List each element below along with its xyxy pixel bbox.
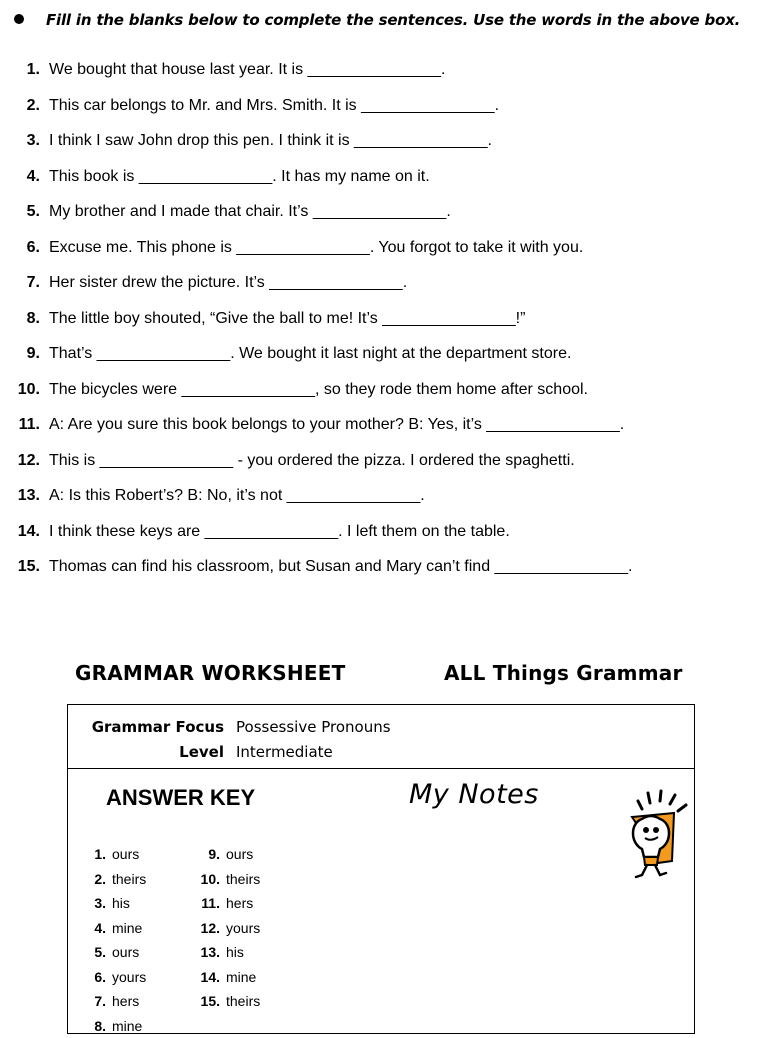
question-number: 3. <box>26 132 40 149</box>
bulb-eye <box>643 827 649 833</box>
answer-item <box>76 916 142 940</box>
question-item <box>0 413 768 449</box>
question-item <box>0 271 768 307</box>
answer-word: ours <box>112 846 140 862</box>
question-number: 12. <box>17 451 40 469</box>
instruction-text: Fill in the blanks below to complete the sentences. Use the words in the above box. <box>46 11 741 29</box>
question-item <box>0 520 768 556</box>
question-item <box>0 58 768 94</box>
question-number: 8. <box>26 309 40 327</box>
answer-item <box>190 965 256 989</box>
question-number: 15. <box>17 558 40 575</box>
question-number: 11. <box>18 416 40 433</box>
bulb-eye <box>653 827 659 833</box>
answer-word: hers <box>226 895 254 911</box>
answer-word: ours <box>112 944 140 960</box>
question-text: A: Are you sure this book belongs to your mother? B: Yes, it’s _______________. <box>49 416 625 433</box>
question-number: 9. <box>26 345 40 362</box>
question-text: That’s _______________. We bought it last night at the department store. <box>49 345 572 362</box>
answer-item <box>76 989 139 1013</box>
my-notes-heading: My Notes <box>409 779 539 810</box>
answer-number: 14. <box>200 968 220 985</box>
answer-number: 1. <box>94 846 106 862</box>
question-number: 6. <box>26 238 40 256</box>
answer-number: 10. <box>200 870 220 887</box>
answer-word: theirs <box>226 870 261 887</box>
bulb-base <box>644 857 658 865</box>
question-item <box>0 378 768 414</box>
answer-word: mine <box>226 968 257 985</box>
question-item <box>0 236 768 272</box>
question-number: 7. <box>26 274 40 291</box>
answer-word: yours <box>226 919 261 936</box>
answer-number: 5. <box>94 944 106 960</box>
bulb-legs <box>636 865 666 877</box>
question-text: Excuse me. This phone is _______________. You forgot to take it with you. <box>49 238 584 256</box>
answer-key-heading: ANSWER KEY <box>106 785 256 810</box>
answer-key-box <box>67 704 695 1034</box>
question-number: 10. <box>17 380 40 398</box>
answer-item <box>76 867 146 891</box>
answer-number: 15. <box>200 993 220 1009</box>
answer-number: 8. <box>94 1017 106 1034</box>
light-rays <box>638 791 686 811</box>
answer-number: 12. <box>200 919 220 936</box>
answer-number: 9. <box>208 846 220 862</box>
answer-number: 13. <box>200 944 220 960</box>
question-text: My brother and I made that chair. It’s _______________. <box>49 203 451 220</box>
question-item <box>0 484 768 520</box>
question-number: 2. <box>26 96 40 114</box>
level-label: Level <box>179 743 224 761</box>
question-text: A: Is this Robert’s? B: No, it’s not _______________. <box>49 487 425 504</box>
level-value: Intermediate <box>236 743 333 761</box>
answer-item <box>190 940 244 964</box>
question-item <box>0 342 768 378</box>
question-text: The bicycles were _______________, so they rode them home after school. <box>49 380 588 398</box>
question-item <box>0 200 768 236</box>
answer-word: theirs <box>226 993 261 1009</box>
lightbulb-icon <box>628 787 698 887</box>
answer-word: yours <box>112 968 147 985</box>
publisher-title: ALL Things Grammar <box>444 661 683 685</box>
question-number: 14. <box>17 522 40 540</box>
question-item <box>0 555 768 591</box>
answer-item <box>190 867 260 891</box>
question-item <box>0 165 768 201</box>
answer-number: 2. <box>94 870 106 887</box>
question-text: The little boy shouted, “Give the ball to me! It’s _______________!” <box>49 309 526 327</box>
question-text: Thomas can find his classroom, but Susan and Mary can’t find _______________. <box>49 558 633 575</box>
instruction <box>14 11 754 29</box>
question-item <box>0 307 768 343</box>
question-item <box>0 449 768 485</box>
answer-item <box>76 1014 142 1038</box>
answer-number: 4. <box>94 919 106 936</box>
answer-item <box>190 891 253 915</box>
worksheet-title: GRAMMAR WORKSHEET <box>75 661 346 685</box>
question-number: 5. <box>26 203 40 220</box>
question-text: We bought that house last year. It is _______________. <box>49 61 446 78</box>
answer-word: mine <box>112 1017 143 1034</box>
answer-item <box>76 940 139 964</box>
question-number: 1. <box>26 61 40 78</box>
answer-word: his <box>226 944 244 960</box>
answer-word: his <box>112 895 130 911</box>
worksheet-meta <box>68 705 694 769</box>
answer-item <box>190 989 260 1013</box>
question-text: I think I saw John drop this pen. I think it is _______________. <box>49 132 492 149</box>
question-number: 4. <box>26 167 40 185</box>
question-item <box>0 129 768 165</box>
answer-number: 11. <box>201 895 220 911</box>
answer-item <box>76 891 130 915</box>
answer-item <box>76 842 139 866</box>
question-number: 13. <box>17 487 40 504</box>
answer-number: 6. <box>94 968 106 985</box>
level-row <box>68 741 694 763</box>
question-text: I think these keys are _______________. I left them on the table. <box>49 522 510 540</box>
answer-number: 7. <box>94 993 106 1009</box>
answer-item <box>190 842 253 866</box>
grammar-focus-value: Possessive Pronouns <box>236 718 391 736</box>
answer-item <box>190 916 260 940</box>
question-text: This car belongs to Mr. and Mrs. Smith. It is _______________. <box>49 96 500 114</box>
question-list <box>0 58 768 591</box>
question-text: This is _______________ - you ordered the pizza. I ordered the spaghetti. <box>49 451 575 469</box>
question-text: This book is _______________. It has my name on it. <box>49 167 430 185</box>
grammar-focus-label: Grammar Focus <box>91 718 224 736</box>
answer-word: ours <box>226 846 254 862</box>
answer-word: theirs <box>112 870 147 887</box>
bullet-icon <box>14 14 24 24</box>
question-text: Her sister drew the picture. It’s _______________. <box>49 274 408 291</box>
answer-number: 3. <box>94 895 106 911</box>
answer-item <box>76 965 146 989</box>
question-item <box>0 94 768 130</box>
grammar-focus-row <box>68 716 694 738</box>
answer-word: mine <box>112 919 143 936</box>
answer-word: hers <box>112 993 140 1009</box>
